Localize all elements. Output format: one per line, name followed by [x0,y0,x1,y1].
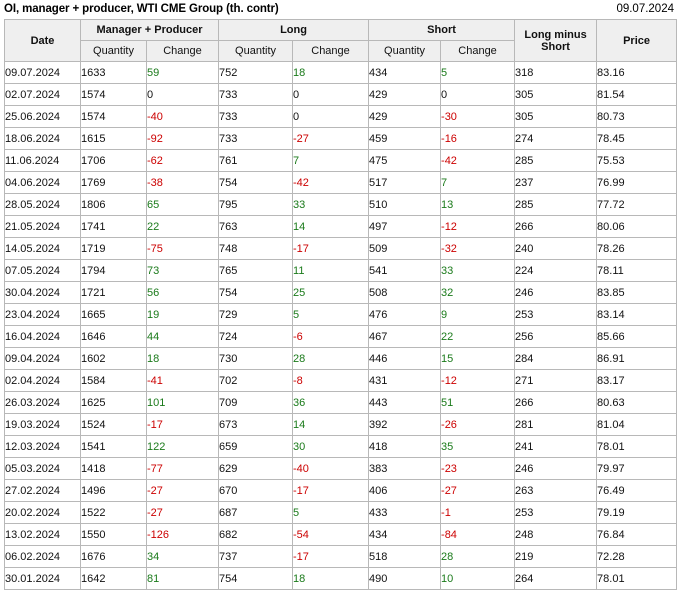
document-header [0,0,680,19]
cell-mp-quantity: 1642 [81,568,147,590]
table-row [5,502,677,524]
cell-mp-change: 44 [147,326,219,348]
cell-long-change: 18 [293,568,369,590]
cell-date: 07.05.2024 [5,260,81,282]
cell-long-quantity: 761 [219,150,293,172]
cell-price: 79.19 [597,502,677,524]
cell-long-change: -27 [293,128,369,150]
cell-date: 06.02.2024 [5,546,81,568]
cell-long-change: 30 [293,436,369,458]
cell-long-quantity: 733 [219,128,293,150]
cell-price: 78.01 [597,436,677,458]
header-date: 09.07.2024 [616,3,674,15]
cell-short-quantity: 476 [369,304,441,326]
cell-mp-quantity: 1633 [81,62,147,84]
cell-price: 78.11 [597,260,677,282]
cell-mp-quantity: 1769 [81,172,147,194]
cell-date: 19.03.2024 [5,414,81,436]
cell-short-quantity: 406 [369,480,441,502]
cell-price: 85.66 [597,326,677,348]
cell-long-minus-short: 285 [515,150,597,172]
cell-price: 78.26 [597,238,677,260]
cell-mp-change: -126 [147,524,219,546]
cell-mp-change: -27 [147,480,219,502]
cell-long-change: 28 [293,348,369,370]
col-header-date: Date [5,20,81,62]
cell-price: 83.14 [597,304,677,326]
cell-long-change: 5 [293,502,369,524]
cell-short-change: 0 [441,84,515,106]
cell-short-change: -42 [441,150,515,172]
cell-mp-change: 22 [147,216,219,238]
cell-long-minus-short: 253 [515,502,597,524]
col-header-manager-producer: Manager + Producer [81,20,219,41]
cell-short-change: -12 [441,370,515,392]
cell-long-minus-short: 281 [515,414,597,436]
page-title: OI, manager + producer, WTI CME Group (th. contr) [4,3,279,15]
cell-price: 76.99 [597,172,677,194]
table-row [5,260,677,282]
cell-price: 77.72 [597,194,677,216]
cell-price: 78.45 [597,128,677,150]
table-row [5,568,677,590]
table-row [5,238,677,260]
cell-date: 02.04.2024 [5,370,81,392]
cell-long-quantity: 752 [219,62,293,84]
cell-long-quantity: 670 [219,480,293,502]
positions-table [4,19,677,590]
cell-long-minus-short: 285 [515,194,597,216]
cell-mp-change: 18 [147,348,219,370]
cell-mp-change: 56 [147,282,219,304]
cell-price: 80.06 [597,216,677,238]
cell-mp-quantity: 1496 [81,480,147,502]
cell-date: 28.05.2024 [5,194,81,216]
cell-date: 16.04.2024 [5,326,81,348]
cell-short-quantity: 433 [369,502,441,524]
col-header-short-change: Change [441,41,515,62]
cell-mp-quantity: 1550 [81,524,147,546]
cell-price: 72.28 [597,546,677,568]
cell-price: 86.91 [597,348,677,370]
cell-mp-quantity: 1741 [81,216,147,238]
cell-short-quantity: 383 [369,458,441,480]
cell-long-change: -8 [293,370,369,392]
cell-long-change: -17 [293,546,369,568]
cell-short-quantity: 429 [369,84,441,106]
cell-long-minus-short: 219 [515,546,597,568]
cell-price: 83.85 [597,282,677,304]
cell-date: 14.05.2024 [5,238,81,260]
cell-short-change: -12 [441,216,515,238]
cell-long-change: 14 [293,414,369,436]
cell-price: 76.84 [597,524,677,546]
cell-price: 76.49 [597,480,677,502]
cell-mp-quantity: 1625 [81,392,147,414]
cell-price: 78.01 [597,568,677,590]
cell-short-quantity: 490 [369,568,441,590]
cell-mp-change: -27 [147,502,219,524]
cell-mp-change: -40 [147,106,219,128]
table-row [5,436,677,458]
cell-short-quantity: 443 [369,392,441,414]
cell-mp-change: 122 [147,436,219,458]
cell-mp-quantity: 1574 [81,106,147,128]
cell-long-quantity: 724 [219,326,293,348]
cell-long-quantity: 682 [219,524,293,546]
col-header-mp-change: Change [147,41,219,62]
cell-short-quantity: 517 [369,172,441,194]
cell-price: 75.53 [597,150,677,172]
cell-date: 30.01.2024 [5,568,81,590]
cell-date: 23.04.2024 [5,304,81,326]
cell-long-change: -40 [293,458,369,480]
cell-short-change: -23 [441,458,515,480]
table-row [5,348,677,370]
cell-mp-quantity: 1418 [81,458,147,480]
cell-mp-change: -92 [147,128,219,150]
cell-long-quantity: 754 [219,282,293,304]
cell-mp-change: -41 [147,370,219,392]
cell-long-change: 18 [293,62,369,84]
cell-long-quantity: 754 [219,172,293,194]
cell-short-change: 9 [441,304,515,326]
col-header-long-minus-short: Long minus Short [515,20,597,62]
cell-mp-quantity: 1794 [81,260,147,282]
cell-long-quantity: 748 [219,238,293,260]
cell-short-quantity: 510 [369,194,441,216]
cell-long-change: -17 [293,238,369,260]
cell-date: 20.02.2024 [5,502,81,524]
cell-long-change: 0 [293,106,369,128]
col-header-long-quantity: Quantity [219,41,293,62]
table-row [5,304,677,326]
cell-short-quantity: 475 [369,150,441,172]
cell-long-change: 5 [293,304,369,326]
cell-long-change: 25 [293,282,369,304]
cell-mp-quantity: 1665 [81,304,147,326]
cell-long-minus-short: 264 [515,568,597,590]
cell-price: 81.04 [597,414,677,436]
cell-date: 21.05.2024 [5,216,81,238]
cell-date: 27.02.2024 [5,480,81,502]
cell-mp-change: 73 [147,260,219,282]
cell-short-quantity: 541 [369,260,441,282]
cell-short-change: 5 [441,62,515,84]
cell-date: 02.07.2024 [5,84,81,106]
cell-short-change: -32 [441,238,515,260]
cell-short-quantity: 509 [369,238,441,260]
cell-short-change: 10 [441,568,515,590]
cell-short-change: 13 [441,194,515,216]
cell-date: 05.03.2024 [5,458,81,480]
cell-mp-change: -17 [147,414,219,436]
cell-long-minus-short: 318 [515,62,597,84]
cell-long-minus-short: 266 [515,216,597,238]
cell-long-minus-short: 274 [515,128,597,150]
cell-long-minus-short: 253 [515,304,597,326]
cell-mp-quantity: 1676 [81,546,147,568]
table-row [5,480,677,502]
cell-mp-quantity: 1615 [81,128,147,150]
cell-long-quantity: 729 [219,304,293,326]
cell-mp-change: 0 [147,84,219,106]
col-header-price: Price [597,20,677,62]
cell-mp-quantity: 1574 [81,84,147,106]
cell-mp-change: -62 [147,150,219,172]
cell-long-change: -17 [293,480,369,502]
cell-long-minus-short: 241 [515,436,597,458]
col-header-long: Long [219,20,369,41]
cell-long-change: 33 [293,194,369,216]
col-header-mp-quantity: Quantity [81,41,147,62]
table-row [5,172,677,194]
cell-long-minus-short: 271 [515,370,597,392]
cell-price: 80.73 [597,106,677,128]
table-row [5,128,677,150]
cell-long-minus-short: 284 [515,348,597,370]
cell-price: 79.97 [597,458,677,480]
cell-short-change: 35 [441,436,515,458]
cell-long-minus-short: 305 [515,106,597,128]
table-body [5,62,677,590]
cell-short-change: 33 [441,260,515,282]
table-row [5,106,677,128]
cell-long-change: -42 [293,172,369,194]
cell-short-quantity: 429 [369,106,441,128]
cell-date: 11.06.2024 [5,150,81,172]
cell-short-quantity: 497 [369,216,441,238]
cell-short-change: -1 [441,502,515,524]
cell-mp-change: -75 [147,238,219,260]
cell-short-change: -84 [441,524,515,546]
cell-date: 25.06.2024 [5,106,81,128]
table-row [5,84,677,106]
cell-date: 04.06.2024 [5,172,81,194]
cell-mp-quantity: 1522 [81,502,147,524]
cell-price: 83.16 [597,62,677,84]
cell-short-quantity: 434 [369,524,441,546]
table-row [5,414,677,436]
cell-long-minus-short: 246 [515,458,597,480]
cell-long-minus-short: 256 [515,326,597,348]
cell-mp-quantity: 1719 [81,238,147,260]
cell-long-quantity: 702 [219,370,293,392]
cell-long-minus-short: 248 [515,524,597,546]
table-row [5,458,677,480]
table-row [5,62,677,84]
cell-long-minus-short: 246 [515,282,597,304]
cell-long-quantity: 730 [219,348,293,370]
table-row [5,370,677,392]
cell-price: 80.63 [597,392,677,414]
cell-mp-quantity: 1806 [81,194,147,216]
table-row [5,150,677,172]
cell-long-minus-short: 224 [515,260,597,282]
table-row [5,216,677,238]
cell-mp-quantity: 1541 [81,436,147,458]
cell-date: 09.04.2024 [5,348,81,370]
table-row [5,282,677,304]
cell-price: 83.17 [597,370,677,392]
cell-long-quantity: 733 [219,106,293,128]
cell-date: 12.03.2024 [5,436,81,458]
cell-price: 81.54 [597,84,677,106]
cell-short-quantity: 434 [369,62,441,84]
cell-long-quantity: 659 [219,436,293,458]
cell-short-quantity: 392 [369,414,441,436]
cell-long-change: 7 [293,150,369,172]
cell-long-minus-short: 266 [515,392,597,414]
cell-long-minus-short: 305 [515,84,597,106]
cell-short-quantity: 459 [369,128,441,150]
cell-long-minus-short: 240 [515,238,597,260]
cell-mp-quantity: 1646 [81,326,147,348]
cell-short-change: 22 [441,326,515,348]
cell-short-change: -27 [441,480,515,502]
table-row [5,546,677,568]
col-header-long-change: Change [293,41,369,62]
cell-short-change: 28 [441,546,515,568]
cell-short-change: -30 [441,106,515,128]
cell-short-quantity: 508 [369,282,441,304]
cell-long-change: 0 [293,84,369,106]
cell-short-change: -16 [441,128,515,150]
cell-long-quantity: 754 [219,568,293,590]
col-header-short: Short [369,20,515,41]
cell-short-quantity: 467 [369,326,441,348]
cell-long-quantity: 733 [219,84,293,106]
cell-short-quantity: 431 [369,370,441,392]
cell-short-change: -26 [441,414,515,436]
cell-long-change: -54 [293,524,369,546]
cell-long-quantity: 687 [219,502,293,524]
table-row [5,524,677,546]
cell-long-quantity: 673 [219,414,293,436]
cell-short-change: 51 [441,392,515,414]
cell-long-quantity: 763 [219,216,293,238]
cell-mp-change: 59 [147,62,219,84]
cell-short-quantity: 518 [369,546,441,568]
cell-short-quantity: 418 [369,436,441,458]
cell-long-quantity: 737 [219,546,293,568]
cell-mp-change: 19 [147,304,219,326]
cell-long-quantity: 795 [219,194,293,216]
cell-long-minus-short: 237 [515,172,597,194]
table-row [5,194,677,216]
table-head [5,20,677,62]
cell-mp-change: -38 [147,172,219,194]
cell-date: 13.02.2024 [5,524,81,546]
table-row [5,392,677,414]
col-header-short-quantity: Quantity [369,41,441,62]
cell-mp-change: -77 [147,458,219,480]
cell-short-change: 15 [441,348,515,370]
cell-mp-quantity: 1706 [81,150,147,172]
cell-long-change: 14 [293,216,369,238]
cell-long-quantity: 709 [219,392,293,414]
cell-mp-change: 34 [147,546,219,568]
cell-date: 09.07.2024 [5,62,81,84]
cell-date: 18.06.2024 [5,128,81,150]
cell-mp-quantity: 1602 [81,348,147,370]
header-row-groups [5,20,677,41]
cell-short-change: 32 [441,282,515,304]
cell-date: 30.04.2024 [5,282,81,304]
cell-mp-quantity: 1584 [81,370,147,392]
cell-long-quantity: 765 [219,260,293,282]
cell-mp-change: 81 [147,568,219,590]
cell-mp-quantity: 1721 [81,282,147,304]
cell-date: 26.03.2024 [5,392,81,414]
cell-short-change: 7 [441,172,515,194]
cell-long-change: -6 [293,326,369,348]
cell-short-quantity: 446 [369,348,441,370]
cell-mp-change: 101 [147,392,219,414]
cell-mp-quantity: 1524 [81,414,147,436]
cell-mp-change: 65 [147,194,219,216]
cell-long-minus-short: 263 [515,480,597,502]
cell-long-quantity: 629 [219,458,293,480]
table-row [5,326,677,348]
cell-long-change: 36 [293,392,369,414]
cell-long-change: 11 [293,260,369,282]
